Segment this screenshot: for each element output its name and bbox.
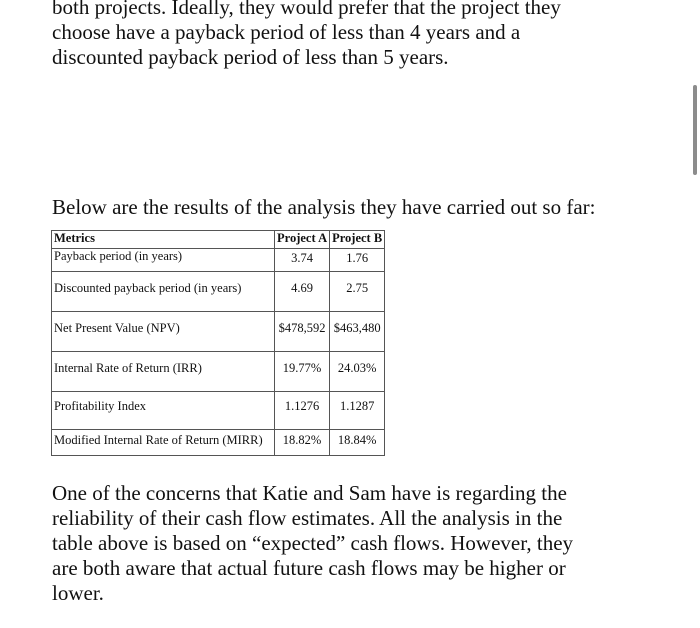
project-a-value: $478,592 xyxy=(275,312,330,352)
paragraph-line: One of the concerns that Katie and Sam have is regarding the xyxy=(52,481,567,505)
metric-label: Modified Internal Rate of Return (MIRR) xyxy=(52,430,275,456)
table-row xyxy=(52,430,385,456)
table-row xyxy=(52,352,385,392)
project-a-value: 19.77% xyxy=(275,352,330,392)
project-a-value: 4.69 xyxy=(275,272,330,312)
project-a-value: 3.74 xyxy=(275,249,330,272)
metric-label: Discounted payback period (in years) xyxy=(52,272,275,312)
paragraph-line: are both aware that actual future cash flows may be higher or xyxy=(52,556,566,580)
table-row xyxy=(52,249,385,272)
project-a-value: 18.82% xyxy=(275,430,330,456)
table-row xyxy=(52,272,385,312)
bottom-paragraph xyxy=(52,481,573,606)
project-b-value: $463,480 xyxy=(330,312,385,352)
analysis-results-table xyxy=(51,230,385,456)
project-b-value: 1.76 xyxy=(330,249,385,272)
metric-label: Payback period (in years) xyxy=(52,249,275,272)
project-b-value: 24.03% xyxy=(330,352,385,392)
metric-label: Internal Rate of Return (IRR) xyxy=(52,352,275,392)
metric-label: Net Present Value (NPV) xyxy=(52,312,275,352)
paragraph-line: lower. xyxy=(52,581,104,605)
scrollbar-thumb[interactable] xyxy=(693,85,697,175)
project-b-value: 1.1287 xyxy=(330,392,385,430)
metric-label: Profitability Index xyxy=(52,392,275,430)
project-b-value: 2.75 xyxy=(330,272,385,312)
paragraph-line: both projects. Ideally, they would prefer that the project they xyxy=(52,0,561,19)
project-b-value: 18.84% xyxy=(330,430,385,456)
top-paragraph xyxy=(52,0,561,70)
table-header-row xyxy=(52,231,385,249)
paragraph-line: discounted payback period of less than 5 years. xyxy=(52,45,449,69)
header-metrics: Metrics xyxy=(52,231,275,249)
table-row xyxy=(52,312,385,352)
header-project-a: Project A xyxy=(275,231,330,249)
paragraph-line: choose have a payback period of less than 4 years and a xyxy=(52,20,521,44)
paragraph-line: table above is based on “expected” cash flows. However, they xyxy=(52,531,574,555)
table-row xyxy=(52,392,385,430)
table-intro-text: Below are the results of the analysis they have carried out so far: xyxy=(52,195,596,219)
project-a-value: 1.1276 xyxy=(275,392,330,430)
vertical-scrollbar[interactable] xyxy=(692,0,700,628)
paragraph-line: reliability of their cash flow estimates. All the analysis in the xyxy=(52,506,563,530)
header-project-b: Project B xyxy=(330,231,385,249)
